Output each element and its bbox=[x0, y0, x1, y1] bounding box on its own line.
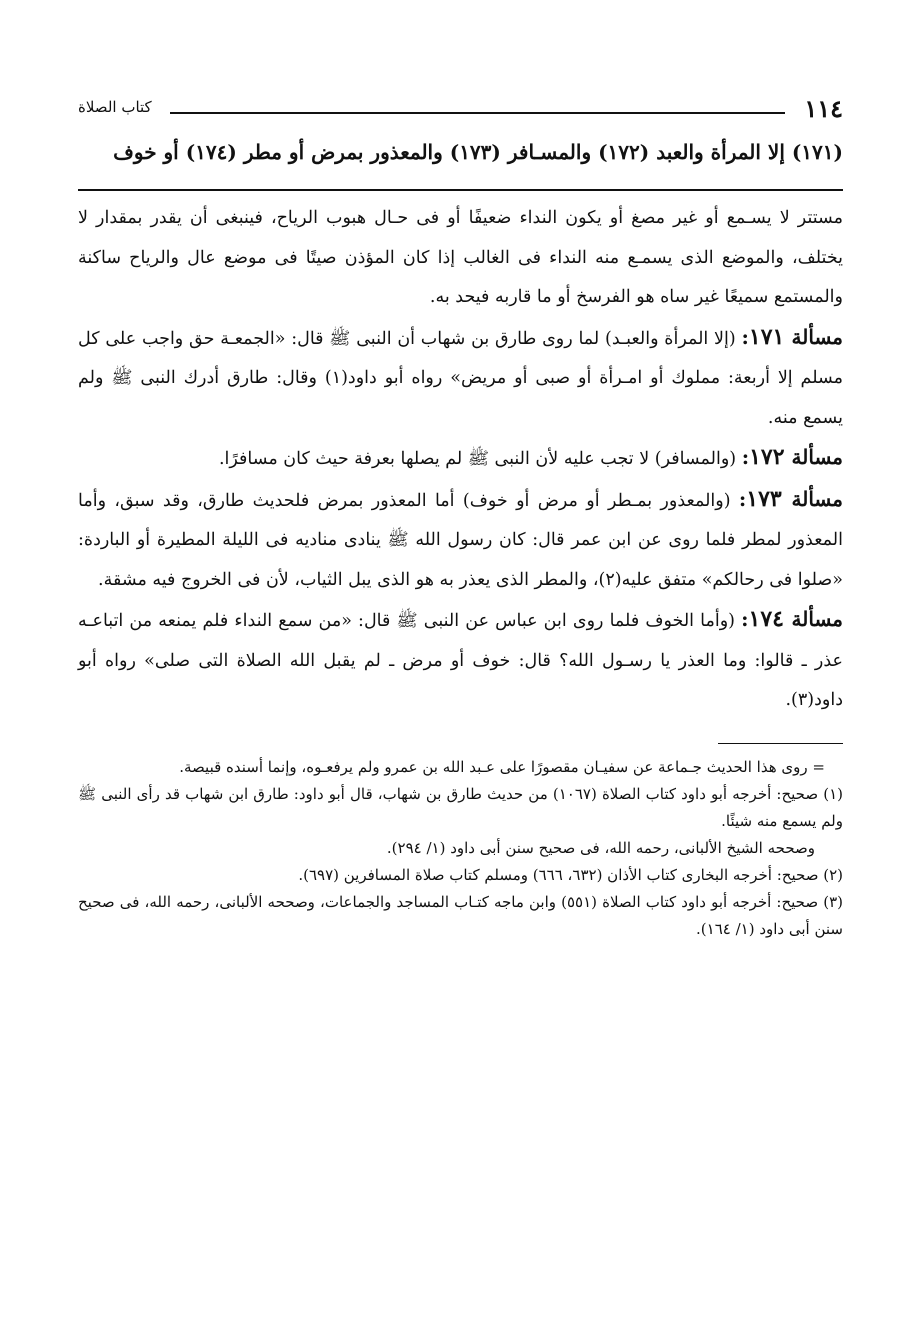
footnote-marker: (٣) bbox=[823, 892, 843, 911]
footnote-text: أخرجه أبو داود كتاب الصلاة (١٠٦٧) من حديث طارق بن شهاب، قال أبو داود: طارق ابن شهاب قد رأى النبى ﷺ ولم يسمع منه شيئًا. bbox=[78, 784, 843, 830]
footnote-1 bbox=[78, 781, 843, 835]
issue-number: ١٧٤ bbox=[748, 606, 784, 632]
issue-label: مسألة ١٧١: bbox=[741, 323, 843, 350]
book-page bbox=[78, 88, 843, 943]
footnote-text: أخرجه أبو داود كتاب الصلاة (٥٥١) وابن ماجه كتـاب المساجد والجماعات، وصححه الألبانى، رحمه الله، فى صحيح سنن أبى داود (١/ ١٦٤). bbox=[78, 892, 843, 938]
footnote-2 bbox=[78, 862, 843, 889]
summary-rule bbox=[78, 189, 843, 191]
footnote-marker: (٢) bbox=[823, 865, 843, 884]
issue-number: ١٧٣ bbox=[746, 485, 782, 512]
footnote-text: أخرجه البخارى كتاب الأذان (٦٣٢، ٦٦٦) ومسلم كتاب صلاة المسافرين (٦٩٧). bbox=[298, 865, 772, 884]
issue-number: ١٧١ bbox=[748, 323, 785, 350]
page-header bbox=[78, 88, 843, 128]
running-title: كتاب الصلاة bbox=[78, 98, 152, 116]
intro-paragraph: مستتر لا يسـمع أو غير مصغ أو يكون النداء ضعيفًا أو فى حـال هبوب الرياح، فينبغى أن يقدر بمقدار لا يختلف، والموضع الذى يسمـع منه النداء فى الغالب إذا كان المؤذن صيتًا فى موضع عال والرياح ساكنة والمستمع سميعًا غير ساه هو الفرسخ أو ما قاربه فيحد به. bbox=[78, 208, 843, 307]
issue-paragraph-172 bbox=[78, 438, 843, 480]
footnote-1-extra: وصححه الشيخ الألبانى، رحمه الله، فى صحيح سنن أبى داود (١/ ٢٩٤). bbox=[386, 838, 815, 857]
body-text bbox=[78, 199, 843, 721]
footnotes bbox=[78, 754, 843, 943]
footnote-grade: صحيح: bbox=[776, 865, 819, 884]
footnote-marker: (١) bbox=[823, 784, 844, 803]
footnote-text: روى هذا الحديث جـماعة عن سفيـان مقصورًا على عـبد الله بن عمرو ولم يرفعـوه، وإنما أسنده قبيصة. bbox=[179, 757, 808, 776]
footnote-3 bbox=[78, 889, 843, 943]
footnote-continued bbox=[78, 754, 843, 781]
issue-label: مسألة ١٧٣: bbox=[738, 485, 843, 512]
issue-text: (إلا المرأة والعبـد) لما روى طارق بن شهاب أن النبى ﷺ قال: «الجمعـة حق واجب على كل مسلم إلا أربعة: مملوك أو امـرأة أو صبى أو مريض» رواه أبو داود(١) وقال: طارق أدرك النبى ﷺ ولم يسمع منه. bbox=[78, 328, 843, 428]
header-rule bbox=[170, 112, 785, 114]
issue-paragraph-171 bbox=[78, 318, 843, 439]
issue-text: (والمسافر) لا تجب عليه لأن النبى ﷺ لم يصلها بعرفة حيث كان مسافرًا. bbox=[218, 449, 737, 469]
issue-label: مسألة ١٧٢: bbox=[741, 444, 843, 470]
footnote-grade: صحيح: bbox=[776, 892, 819, 911]
footnote-rule bbox=[718, 743, 843, 744]
section-summary: (١٧١) إلا المرأة والعبد (١٧٢) والمسـافر (١٧٣) والمعذور بمرض أو مطر (١٧٤) أو خوف bbox=[113, 140, 843, 164]
issue-paragraph-174 bbox=[78, 600, 843, 721]
issue-label: مسألة ١٧٤: bbox=[741, 606, 843, 632]
issue-paragraph-173 bbox=[78, 480, 843, 601]
issue-number: ١٧٢ bbox=[749, 444, 785, 470]
issue-text: (وأما الخوف فلما روى ابن عباس عن النبى ﷺ قال: «من سمع النداء فلم يمنعه من اتباعـه عذر ـ قالوا: وما العذر يا رسـول الله؟ قال: خوف أو مرض ـ لم يقبل الله الصلاة التى صلى» رواه أبو داود(٣). bbox=[78, 611, 843, 710]
footnote-grade: صحيح: bbox=[776, 784, 819, 803]
issue-text: (والمعذور بمـطر أو مرض أو خوف) أما المعذور بمرض فلحديث طارق، وقد سبق، وأما المعذور لمطر فلما روى عن ابن عمر قال: كان رسول الله ﷺ ينادى مناديه فى الليلة المطيرة أو الباردة: «صلوا فى رحالكم» متفق عليه(٢)، والمطر الذى يعذر به هو الذى يبل الثياب، لأن فى الخروج فيه مشقة. bbox=[78, 490, 843, 590]
continued-marker: = bbox=[812, 757, 825, 776]
page-number: ١١٤ bbox=[804, 94, 843, 123]
